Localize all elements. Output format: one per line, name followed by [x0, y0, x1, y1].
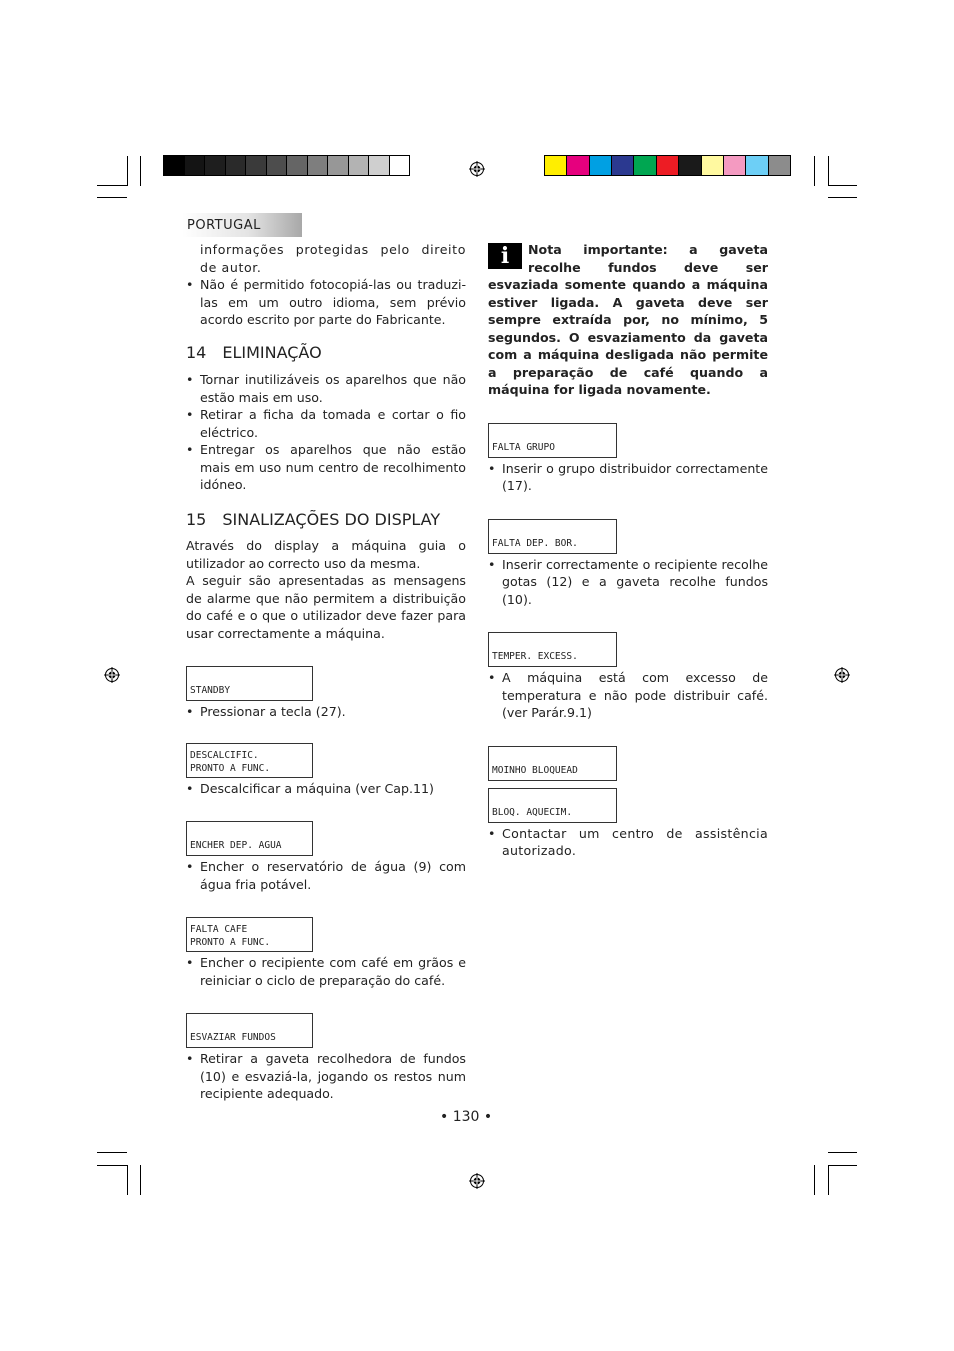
color-swatch — [308, 156, 329, 175]
display-line: ENCHER DEP. AGUA — [190, 840, 282, 851]
display-line: PRONTO A FUNC. — [190, 762, 271, 774]
display-message-box — [488, 746, 617, 781]
color-swatch — [349, 156, 370, 175]
color-swatch — [567, 156, 589, 175]
color-swatch — [545, 156, 567, 175]
right-column — [488, 241, 768, 860]
display-line: MOINHO BLOQUEAD — [492, 764, 578, 776]
section-15-title: SINALIZAÇÕES DO DISPLAY — [222, 509, 441, 529]
color-swatch — [287, 156, 308, 175]
color-swatch — [634, 156, 656, 175]
color-swatch — [369, 156, 390, 175]
list-item: • Tornar inutilizáveis os aparelhos que não estão mais em uso. — [186, 371, 466, 406]
display-line: DESCALCIFIC. — [190, 749, 259, 761]
registration-mark-icon — [469, 161, 485, 177]
list-item: • Entregar os aparelhos que não estão mais em uso num centro de recolhimento idóneo. — [186, 441, 466, 494]
color-swatch — [328, 156, 349, 175]
intro-bullet: • Não é permitido fotocopiá-las ou traduzi-las em um outro idioma, sem prévio acordo escrito por parte do Fabricante. — [186, 276, 466, 329]
color-swatch — [702, 156, 724, 175]
display-action: • Inserir o grupo distribuidor correctamente (17). — [488, 460, 768, 495]
color-swatch — [205, 156, 226, 175]
display-action: • Retirar a gaveta recolhedora de fundos (10) e esvaziá-la, jogando os restos num recipiente adequado. — [186, 1050, 466, 1103]
color-swatch — [267, 156, 288, 175]
section-14-number: 14 — [186, 342, 207, 362]
display-action: • Encher o reservatório de água (9) com água fria potável. — [186, 858, 466, 893]
display-line: FALTA DEP. BOR. — [492, 537, 578, 549]
list-item: • Retirar a ficha da tomada e cortar o fio eléctrico. — [186, 406, 466, 441]
color-swatch — [390, 156, 410, 175]
grayscale-calibration-bar — [163, 155, 410, 176]
color-swatch — [226, 156, 247, 175]
registration-mark-icon — [104, 667, 120, 683]
display-action: • A máquina está com excesso de temperatura e não pode distribuir café. (ver Parár.9.1) — [488, 669, 768, 722]
display-message-box — [488, 519, 617, 554]
registration-mark-icon — [469, 1173, 485, 1189]
display-action: • Descalcificar a máquina (ver Cap.11) — [186, 780, 466, 798]
left-column — [186, 241, 466, 1103]
display-message-box — [186, 821, 313, 856]
section-tab: PORTUGAL — [182, 213, 302, 237]
display-action: • Encher o recipiente com café em grãos e reiniciar o ciclo de preparação do café. — [186, 954, 466, 989]
display-message-box — [488, 632, 617, 667]
display-line: FALTA GRUPO — [492, 441, 555, 453]
color-swatch — [724, 156, 746, 175]
display-line: ESVAZIAR FUNDOS — [190, 1032, 276, 1043]
display-line: TEMPER. EXCESS. — [492, 651, 578, 662]
color-swatch — [746, 156, 768, 175]
section-15-paragraph: Através do display a máquina guia o utilizador ao correcto uso da mesma. — [186, 538, 466, 571]
display-message-box — [488, 423, 617, 458]
section-15-number: 15 — [186, 509, 207, 529]
color-swatch — [657, 156, 679, 175]
section-15-paragraph: A seguir são apresentadas as mensagens de alarme que não permitem a distribuição do café e o que o utilizador deve fazer para usar correctamente a máquina. — [186, 573, 466, 641]
color-swatch — [185, 156, 206, 175]
display-message-box — [186, 1013, 313, 1048]
display-action: • Inserir correctamente o recipiente recolhe gotas (12) e a gaveta recolhe fundos (10). — [488, 556, 768, 609]
display-line: BLOQ. AQUECIM. — [492, 806, 573, 818]
section-15-heading — [186, 511, 466, 529]
color-swatch — [679, 156, 701, 175]
registration-mark-icon — [834, 667, 850, 683]
section-14-heading — [186, 344, 466, 362]
color-swatch — [164, 156, 185, 175]
color-calibration-bar — [544, 155, 791, 176]
color-swatch — [590, 156, 612, 175]
important-note — [488, 241, 768, 399]
display-message-box — [488, 788, 617, 823]
info-icon: i — [488, 243, 522, 269]
display-line: PRONTO A FUNC. — [190, 937, 271, 948]
page-number: • 130 • — [440, 1109, 493, 1125]
important-note-text: Nota importante: a gaveta recolhe fundos deve ser esvaziada somente quando a máquina estiver ligada. A gaveta deve ser sempre extraída por, no mínimo, 5 segundos. O esvaziamento da gaveta com a máquina desligada não permite a preparação de café quando a máquina for ligada novamente. — [488, 242, 768, 397]
display-line: STANDBY — [190, 685, 231, 696]
color-swatch — [246, 156, 267, 175]
display-line: FALTA CAFE — [190, 924, 248, 935]
intro-continuation: informações protegidas pelo direito de autor. — [200, 242, 466, 275]
color-swatch — [612, 156, 634, 175]
section-14-title: ELIMINAÇÃO — [222, 342, 322, 362]
display-message-box — [186, 917, 313, 952]
display-message-box — [186, 743, 313, 778]
display-message-box — [186, 666, 313, 701]
color-swatch — [769, 156, 790, 175]
display-action: • Contactar um centro de assistência autorizado. — [488, 825, 768, 860]
display-action: • Pressionar a tecla (27). — [186, 703, 466, 721]
